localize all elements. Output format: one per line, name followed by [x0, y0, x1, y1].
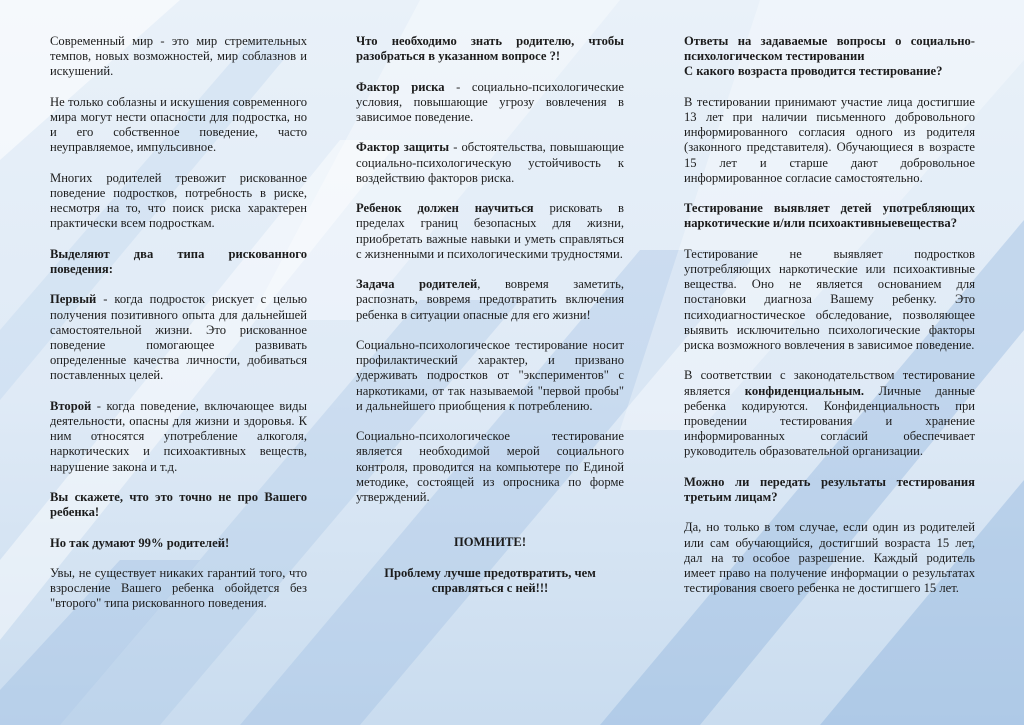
parents-percent-statement: Но так думают 99% родителей! — [50, 535, 230, 550]
first-type-paragraph: Первый - когда подросток рискует с целью получения позитивного опыта для дальнейшей самостоятельной жизни. Это рискованное поведение помогающее развивать определенные качества личности, добиваться поставленных целей. — [50, 292, 307, 383]
first-type-label: Первый — [50, 292, 97, 307]
faq-question-detection: Тестирование выявляет детей употребляющих наркотические и/или психоактивныевещества? — [684, 201, 975, 231]
faq-heading: Ответы на задаваемые вопросы о социально-психологическом тестировании — [684, 34, 975, 64]
temptations-paragraph: Не только соблазны и искушения современного мира могут нести опасности для подростка, но и его собственное поведение, часто неуправляемое, импульсивное. — [50, 94, 307, 155]
parents-task-paragraph: Задача родителей, вовремя заметить, распознать, вовремя предотвратить включения ребенка в ситуации опасные для его жизни! — [356, 277, 624, 322]
faq-answer-detection: Тестирование не выявляет подростков употребляющих наркотические или психоактивные вещества. Оно не является основанием для постановки диагноза Вашему ребенку. Это психодиагностическое обследование, позволяющее выявить исключительно психологические факторы риска возможного вовлечения в зависимое поведение. — [684, 246, 975, 353]
column-left — [50, 34, 307, 627]
protection-factor-paragraph: Фактор защиты - обстоятельства, повышающие социально-психологическую устойчивость к воздействию факторов риска. — [356, 140, 624, 185]
parents-worry-paragraph: Многих родителей тревожит рискованное поведение подростков, потребность в риске, несмотря на то, что поиск риска характерен практически всем подросткам. — [50, 170, 307, 231]
second-type-paragraph: Второй - когда поведение, включающее виды деятельности, опасны для жизни и здоровья. К ним относятся употребление алкоголя, наркотических и психоактивных веществ, нарушение закона и т.д. — [50, 398, 307, 474]
risk-factor-paragraph: Фактор риска - социально-психологические условия, повышающие угрозу вовлечения в зависимое поведение. — [356, 79, 624, 124]
faq-answer-confidentiality: В соответствии с законодательством тестирование является конфиденциальным. Личные данные ребенка кодируются. Конфиденциальность при проведении тестирования и хранение информированных согласий обеспечивает руководитель образовательной организации. — [684, 368, 975, 459]
column-right — [684, 34, 975, 612]
remember-heading: ПОМНИТЕ! — [453, 535, 527, 550]
closing-slogan: Проблему лучше предотвратить, чем справляться с ней!!! — [384, 565, 596, 595]
column-middle — [356, 34, 624, 611]
not-my-child-statement: Вы скажете, что это точно не про Вашего ребенка! — [50, 490, 307, 520]
intro-paragraph: Современный мир - это мир стремительных темпов, новых возможностей, мир соблазнов и искушений. — [50, 34, 307, 79]
risk-types-heading: Выделяют два типа рискованного поведения: — [50, 246, 307, 276]
second-type-label: Второй — [50, 398, 92, 413]
testing-purpose-paragraph: Социально-психологическое тестирование носит профилактический характер, и призвано удерживать подростков от "экспериментов" с наркотиками, от так называемой "первой пробы" и дальнейшего приобщения к потреблению. — [356, 337, 624, 413]
parents-know-heading: Что необходимо знать родителю, чтобы разобраться в указанном вопросе ?! — [356, 34, 624, 64]
faq-question-age: С какого возраста проводится тестирование? — [684, 64, 943, 79]
child-should-learn-paragraph: Ребенок должен научиться рисковать в пределах границ безопасных для жизни, приобретать важные навыки и уметь справляться с жизненными и психологическими трудностями. — [356, 201, 625, 261]
testing-method-paragraph: Социально-психологическое тестирование является необходимой мерой социального контроля, проводится на компьютере по Единой методике, состоящей из опросника по форме утверждений. — [356, 429, 624, 504]
faq-answer-third-parties: Да, но только в том случае, если один из родителей или сам обучающийся, достигший возраста 15 лет, дал на то особое разрешение. Каждый родитель имеет право на получение информации о результатах тестирования своего ребенка не достигшего 15 лет. — [684, 520, 975, 596]
faq-answer-age: В тестировании принимают участие лица достигшие 13 лет при наличии письменного добровольного информированного согласия одного из родителя (законного представителя). Обучающиеся в возрасте 15 лет и старше дают добровольное информированное согласие самостоятельно. — [684, 94, 975, 185]
no-guarantee-paragraph: Увы, не существует никаких гарантий того, что взросление Вашего ребенка обойдется без "второго" типа рискованного поведения. — [50, 565, 307, 611]
faq-question-third-parties: Можно ли передать результаты тестирования третьим лицам? — [684, 474, 975, 505]
